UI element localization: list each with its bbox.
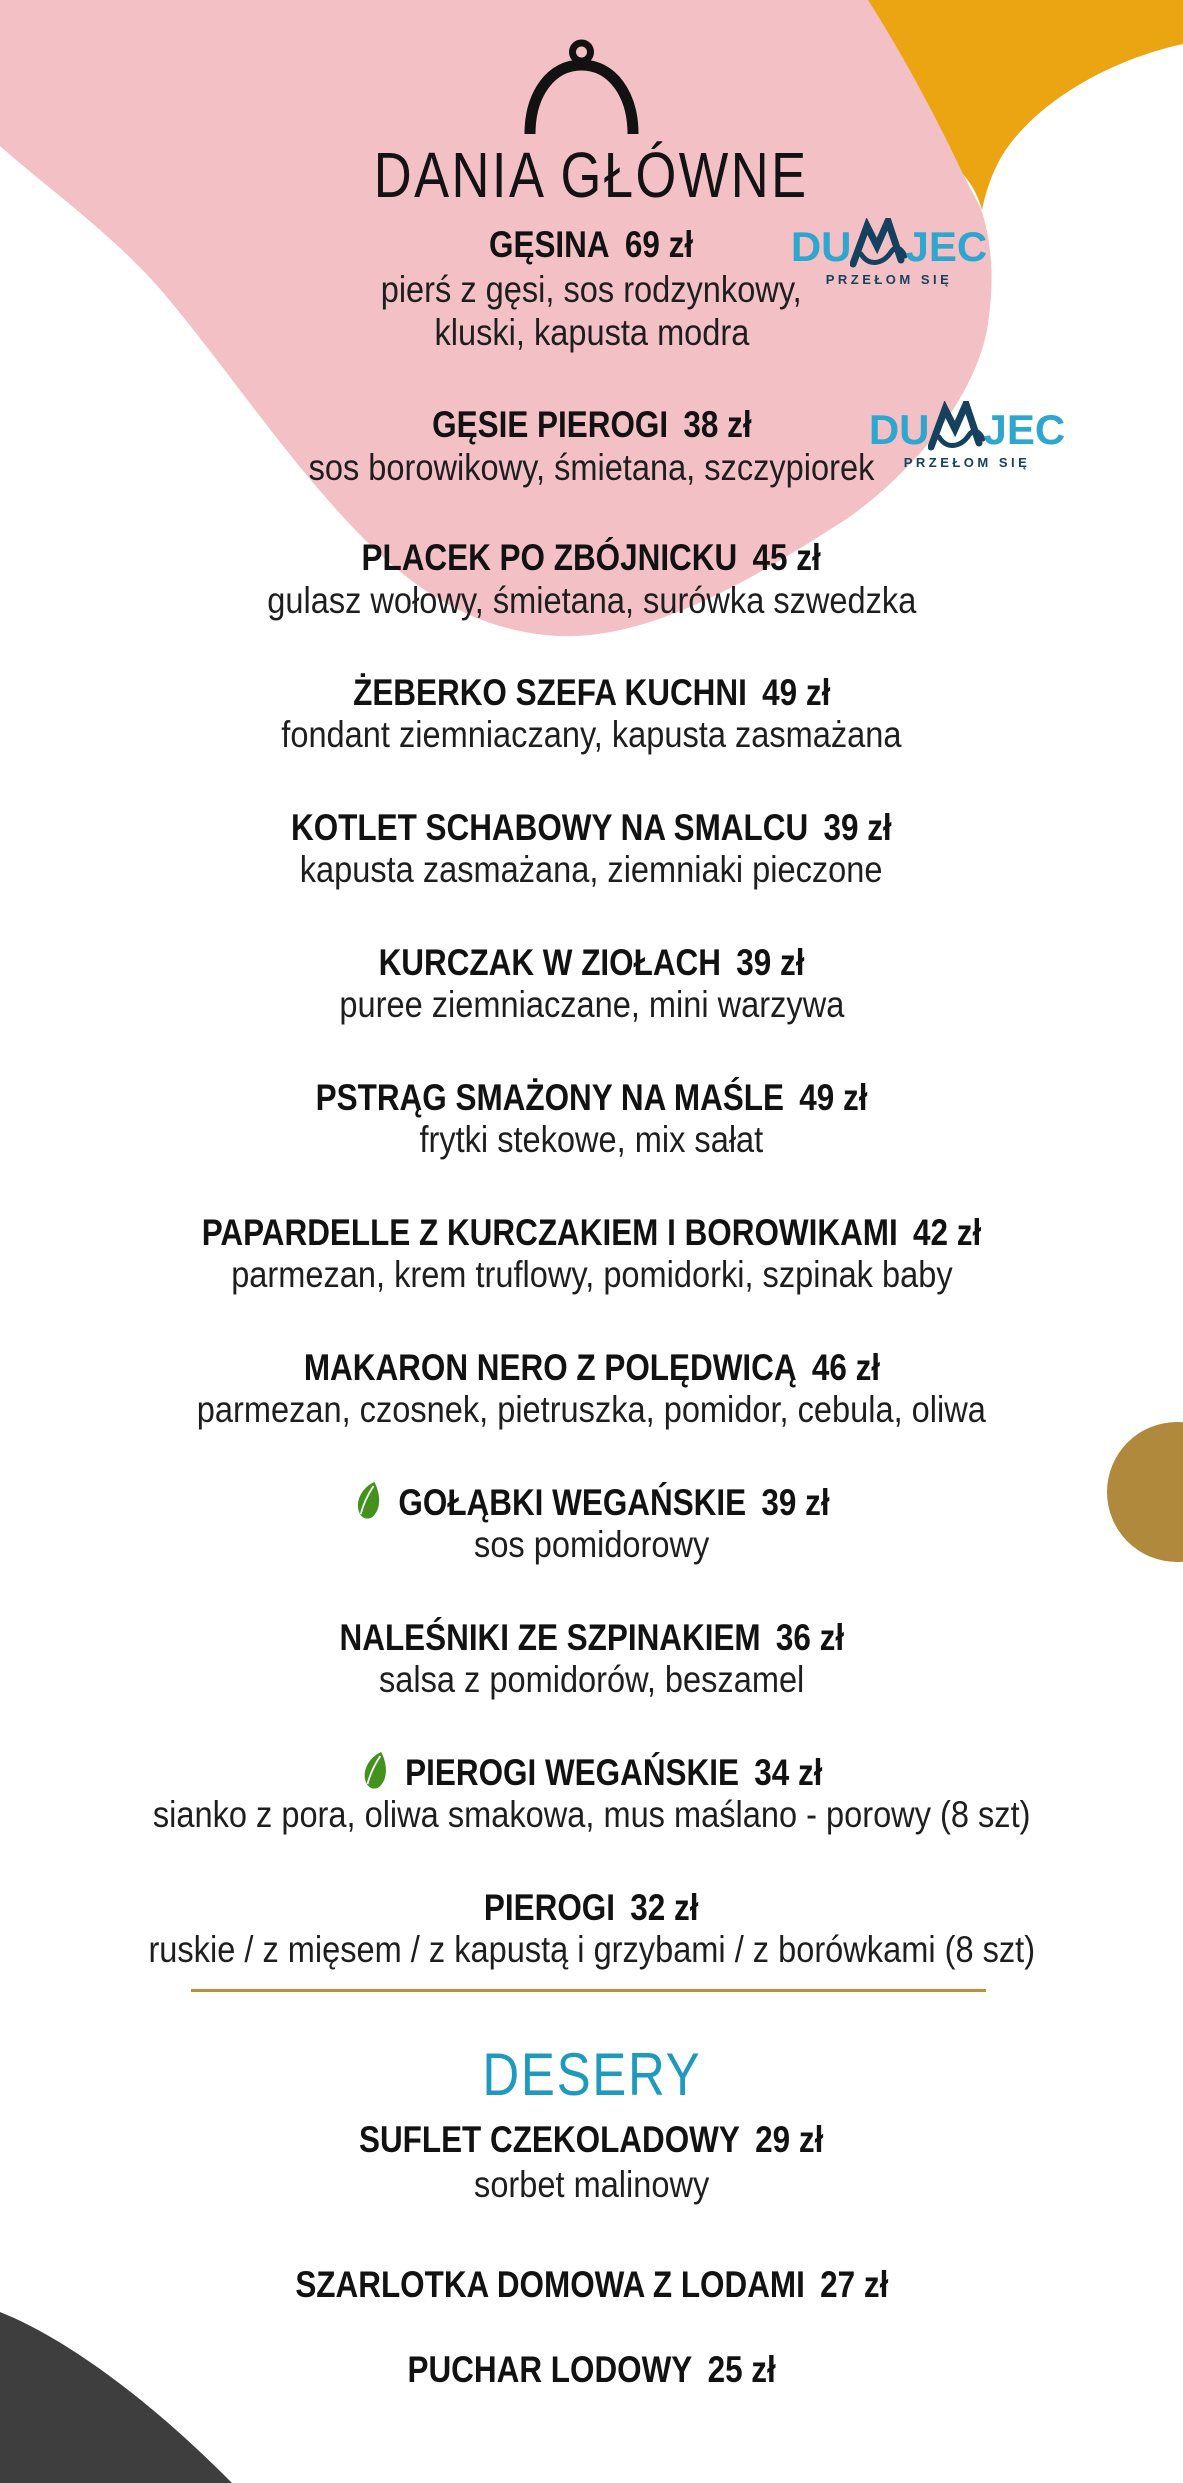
menu-item-name: PSTRĄG SMAŻONY NA MAŚLE 49 zł [315,1077,868,1118]
item-price: 34 zł [754,1752,823,1793]
menu-item-desc: ruskie / z mięsem / z kapustą i grzybami / z borówkami (8 szt) [148,1929,1035,1970]
menu-item-desc: pierś z gęsi, sos rodzynkowy, [380,269,803,310]
menu-item-name: GĘSIE PIEROGI 38 zł [431,404,752,445]
desserts-title-text: DESERY [481,2041,702,2108]
vegan-leaf-icon [361,1751,390,1791]
dunajec-tagline: PRZEŁOM SIĘ [903,455,1031,470]
menu-item-desc: sorbet malinowy [473,2164,710,2205]
item-price: 49 zł [761,672,831,713]
page-title [0,140,1183,210]
dunajec-du-text: DU [868,406,930,453]
item-price: 45 zł [752,537,822,578]
menu-item-desc: fondant ziemniaczany, kapusta zasmażana [281,714,902,755]
menu-item-name: SUFLET CZEKOLADOWY 29 zł [359,2119,824,2160]
cloche-icon [524,38,639,136]
page-title-text: DANIA GŁÓWNE [374,139,809,211]
menu-item-desc: parmezan, czosnek, pietruszka, pomidor, cebula, oliwa [196,1389,987,1430]
item-price: 39 zł [761,1482,830,1523]
menu-item-name: MAKARON NERO Z POLĘDWICĄ 46 zł [303,1347,880,1388]
dunajec-jec-text: JEC [905,223,988,270]
menu-item-desc: kapusta zasmażana, ziemniaki pieczone [300,849,883,890]
menu-item-name: KOTLET SCHABOWY NA SMALCU 39 zł [291,807,892,848]
menu-item-desc: parmezan, krem truflowy, pomidorki, szpinak baby [230,1254,953,1295]
menu-item-name: PUCHAR LODOWY 25 zł [407,2349,776,2390]
menu-item-name: SZARLOTKA DOMOWA Z LODAMI 27 zł [294,2264,889,2305]
menu-item-name: KURCZAK W ZIOŁACH 39 zł [378,942,805,983]
item-price: 38 zł [683,404,752,445]
item-price: 42 zł [913,1212,982,1253]
vegan-leaf-icon [354,1481,383,1521]
menu-item-desc: salsa z pomidorów, beszamel [378,1659,805,1700]
menu-item-name: NALEŚNIKI ZE SZPINAKIEM 36 zł [339,1617,844,1658]
menu-item-desc: puree ziemniaczane, mini warzywa [339,984,844,1025]
item-price: 69 zł [625,224,694,265]
dark-corner-blob [0,2312,232,2483]
menu-item-desc: sianko z pora, oliwa smakowa, mus maślano - porowy (8 szt) [152,1794,1031,1835]
item-price: 39 zł [736,942,805,983]
menu-item-name: PAPARDELLE Z KURCZAKIEM I BOROWIKAMI 42 zł [201,1212,982,1253]
menu-item-desc: kluski, kapusta modra [434,312,749,353]
menu-item-name: PIEROGI WEGAŃSKIE 34 zł [0,1750,1183,1796]
item-price: 32 zł [630,1887,699,1928]
dunajec-du-text: DU [790,223,852,270]
item-price: 27 zł [819,2264,889,2305]
menu-item-name: GOŁĄBKI WEGAŃSKIE 39 zł [0,1480,1183,1526]
section-divider [191,1989,986,1992]
item-price: 46 zł [811,1347,880,1388]
item-price: 29 zł [755,2119,824,2160]
item-price: 49 zł [799,1077,868,1118]
dunajec-jec-text: JEC [983,406,1066,453]
item-price: 36 zł [775,1617,844,1658]
dunajec-tagline: PRZEŁOM SIĘ [825,272,953,287]
item-price: 25 zł [707,2349,776,2390]
menu-item-name: ŻEBERKO SZEFA KUCHNI 49 zł [352,672,831,713]
menu-item-desc: sos borowikowy, śmietana, szczypiorek [308,447,875,488]
desserts-title [0,2040,1183,2110]
menu-item-desc: sos pomidorowy [473,1524,710,1565]
menu-item-name: PLACEK PO ZBÓJNICKU 45 zł [361,537,822,578]
menu-item-desc: gulasz wołowy, śmietana, surówka szwedzka [266,580,917,621]
menu-item-name: PIEROGI 32 zł [484,1887,699,1928]
menu-item-desc: frytki stekowe, mix sałat [419,1119,764,1160]
menu-item-name: GĘSINA 69 zł [489,224,694,265]
item-price: 39 zł [823,807,892,848]
